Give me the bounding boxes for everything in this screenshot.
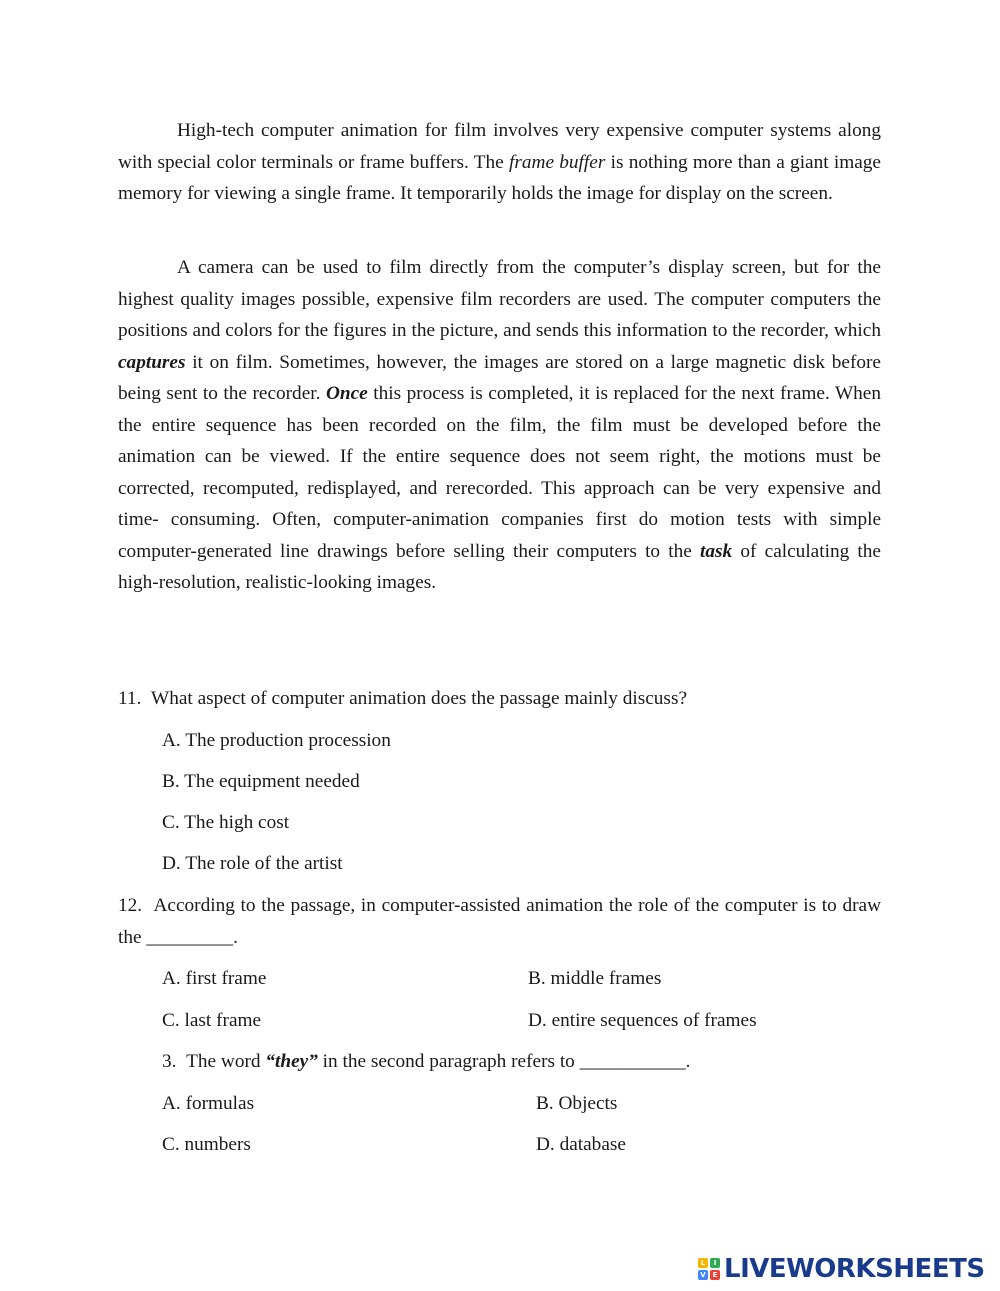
liveworksheets-logo-icon [698, 1258, 720, 1280]
passage-paragraph-2 [118, 252, 881, 599]
q12-option-d[interactable]: D. entire sequences of frames [528, 1010, 757, 1031]
p1-text-1: High-tech computer animation for film involves very expensive computer systems along with special color terminals or frame buffers. The [118, 120, 881, 173]
question-11-text: What aspect of computer animation does the passage mainly discuss? [151, 688, 687, 709]
question-12 [118, 890, 881, 953]
liveworksheets-logo[interactable] [698, 1254, 985, 1284]
logo-letter-i: I [710, 1258, 720, 1268]
p1-italic-term: frame buffer [509, 151, 606, 173]
logo-letter-l: L [698, 1258, 708, 1268]
question-11 [118, 685, 687, 713]
q11-option-d[interactable]: D. The role of the artist [162, 853, 343, 874]
liveworksheets-logo-text: LIVEWORKSHEETS [724, 1254, 985, 1284]
question-3-number: 3. [162, 1051, 177, 1072]
q3-option-d[interactable]: D. database [536, 1134, 626, 1155]
p2-keyword-task: task [700, 540, 733, 562]
q12-option-c[interactable]: C. last frame [162, 1010, 262, 1031]
q11-option-a[interactable]: A. The production procession [162, 730, 391, 751]
q3-option-c[interactable]: C. numbers [162, 1134, 251, 1155]
question-3-keyword: “they” [265, 1051, 318, 1072]
p2-keyword-once: Once [325, 383, 368, 404]
p2-text-3: this process is completed, it is replaced for the next frame. When the entire sequence has been recorded on the film, the film must be developed before the animation can be viewed. If the entire sequence does not seem right, the motions must be corrected, recomputed, redisplayed, and rerecorded. This approach can be very expensive and time- consuming. Often, computer-animation companies first do motion tests with simple computer-generated line drawings before selling their computers to the [118, 383, 881, 562]
question-3-text-pre: The word [186, 1051, 266, 1072]
question-3 [162, 1048, 691, 1076]
question-12-text: According to the passage, in computer-assisted animation the role of the computer is to draw the _________. [118, 895, 881, 948]
question-12-number: 12. [118, 895, 143, 916]
p2-text-4: of calculating the high-resolution, realistic-looking images. [118, 540, 881, 593]
p2-keyword-captures: captures [118, 351, 186, 373]
question-3-text-post: in the second paragraph refers to ___________. [317, 1051, 691, 1072]
logo-letter-e: E [710, 1270, 720, 1280]
p2-text-2: it on film. Sometimes, however, the images are stored on a large magnetic disk before being sent to the recorder. [118, 351, 881, 404]
q3-option-a[interactable]: A. formulas [162, 1093, 255, 1114]
logo-letter-v: V [698, 1270, 708, 1280]
passage-paragraph-1 [118, 115, 881, 210]
p2-text-1: A camera can be used to film directly from the computer’s display screen, but for the highest quality images possible, expensive film recorders are used. The computer computers the positions and colors for the figures in the picture, and sends this information to the recorder, which [118, 257, 881, 341]
question-11-number: 11. [118, 688, 142, 709]
q3-option-b[interactable]: B. Objects [536, 1093, 618, 1114]
p1-text-2: is nothing more than a giant image memory for viewing a single frame. It temporarily holds the image for display on the screen. [118, 151, 881, 204]
q12-option-a[interactable]: A. first frame [162, 968, 267, 989]
q11-option-b[interactable]: B. The equipment needed [162, 771, 360, 792]
q12-option-b[interactable]: B. middle frames [528, 968, 662, 989]
q11-option-c[interactable]: C. The high cost [162, 812, 290, 833]
